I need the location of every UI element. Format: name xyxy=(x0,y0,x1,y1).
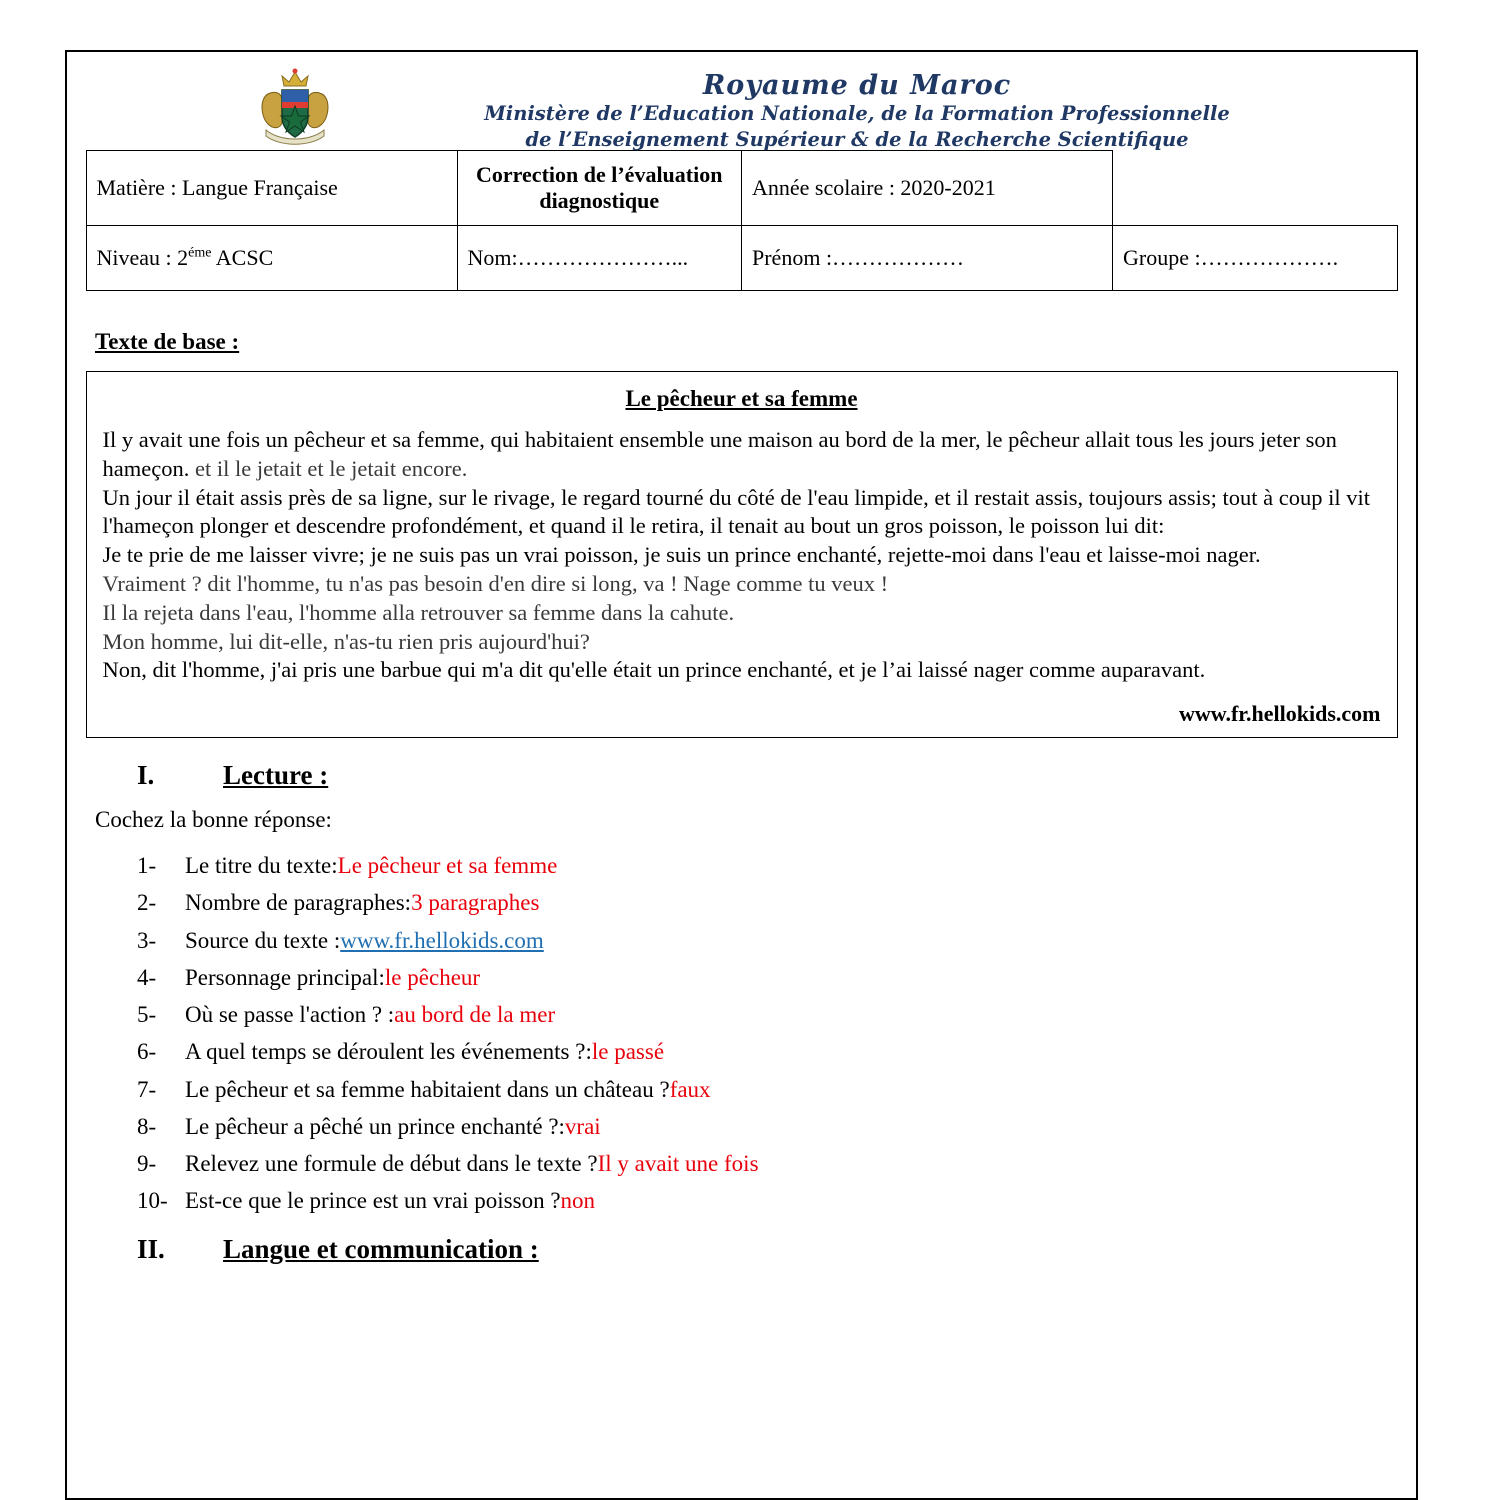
level-prefix: Niveau : 2 xyxy=(96,245,189,270)
question-text: Personnage principal: xyxy=(185,964,385,990)
paragraph-text: Un jour il était assis près de sa ligne, sur le rivage, le regard tourné du côté de l'eau limpide, et il restait assis, toujours assis; tout à coup il vit l'hameçon plonger et descendre profondément, et quand il le retira, il tenait au bout un gros poisson, le poisson lui dit: xyxy=(102,484,1371,539)
story-paragraph xyxy=(103,656,1381,685)
question-text: Le pêcheur a pêché un prince enchanté ?: xyxy=(185,1113,565,1139)
level-suffix: ACSC xyxy=(211,245,274,270)
list-item xyxy=(137,1182,1416,1219)
question-number: 5- xyxy=(137,1002,157,1028)
story-title: Le pêcheur et sa femme xyxy=(625,386,858,411)
list-item xyxy=(137,959,1416,996)
subject-cell: Matière : Langue Française xyxy=(86,151,457,226)
list-item xyxy=(137,884,1416,921)
question-number: 7- xyxy=(137,1076,157,1102)
paragraph-text: Non, dit l'homme, j'ai pris une barbue qui m'a dit qu'elle était un prince enchanté, et je l’ai laissé nager comme auparavant. xyxy=(102,657,1206,683)
answer-text: non xyxy=(560,1188,596,1214)
list-item xyxy=(137,996,1416,1033)
section-number: I. xyxy=(137,760,155,791)
paragraph-text: Je te prie de me laisser vivre; je ne suis pas un vrai poisson, je suis un prince enchanté, rejette-moi dans l'eau et laisse-moi nager. xyxy=(102,542,1261,568)
section-number: II. xyxy=(137,1233,165,1264)
paragraph-text: Il y avait une fois un pêcheur et sa femme, qui habitaient ensemble une maison au bord de la mer, le pêcheur allait tous les jours jeter son hameçon. xyxy=(102,427,1337,481)
list-item xyxy=(137,1108,1416,1145)
question-text: Est-ce que le prince est un vrai poisson ? xyxy=(185,1188,561,1214)
question-number: 1- xyxy=(137,853,157,879)
table-row xyxy=(86,151,1397,226)
answer-text: faux xyxy=(669,1076,711,1102)
section-title: Lecture : xyxy=(223,760,329,791)
section-title: Langue et communication : xyxy=(223,1233,539,1264)
exam-info-table xyxy=(86,150,1398,291)
question-text: A quel temps se déroulent les événements ?: xyxy=(185,1039,592,1065)
list-item xyxy=(137,1145,1416,1182)
school-year-cell: Année scolaire : 2020-2021 xyxy=(742,151,1113,226)
ministry-header-text xyxy=(318,70,1396,154)
answer-text: le passé xyxy=(591,1039,665,1065)
story-paragraph xyxy=(103,541,1381,570)
list-item xyxy=(137,922,1416,959)
ministry-line-2: de l’Enseignement Supérieur & de la Recherche Scientifique xyxy=(525,128,1189,152)
story-paragraph xyxy=(103,628,1381,657)
document-header xyxy=(67,52,1416,150)
student-lastname-field[interactable]: Nom:…………………... xyxy=(457,226,742,291)
student-group-field[interactable]: Groupe :………………. xyxy=(1113,226,1398,291)
answer-text: Il y avait une fois xyxy=(597,1151,759,1177)
story-paragraph xyxy=(103,570,1381,599)
question-text: Relevez une formule de début dans le texte ? xyxy=(185,1151,598,1177)
answer-text: vrai xyxy=(564,1113,601,1139)
level-ordinal: éme xyxy=(188,245,212,261)
paragraph-text-grey: Il la rejeta dans l'eau, l'homme alla retrouver sa femme dans la cahute. xyxy=(102,599,735,625)
question-number: 2- xyxy=(137,890,157,916)
story-paragraph xyxy=(103,484,1381,542)
question-text: Nombre de paragraphes: xyxy=(185,890,412,916)
section-langue-heading xyxy=(67,1234,1416,1265)
question-number: 6- xyxy=(137,1039,157,1065)
paragraph-text-grey: Mon homme, lui dit-elle, n'as-tu rien pris aujourd'hui? xyxy=(102,628,590,654)
story-paragraph xyxy=(103,426,1381,484)
story-paragraph xyxy=(103,599,1381,628)
document-page xyxy=(65,50,1418,1500)
table-row xyxy=(86,226,1397,291)
question-text: Source du texte : xyxy=(185,927,341,953)
paragraph-text-grey: et il le jetait et le jetait encore. xyxy=(194,455,468,481)
exam-title-cell: Correction de l’évaluation diagnostique xyxy=(457,151,742,226)
student-firstname-field[interactable]: Prénom :……………… xyxy=(742,226,1113,291)
question-number: 4- xyxy=(137,964,157,990)
morocco-coat-of-arms-icon xyxy=(252,68,338,148)
answer-text: 3 paragraphes xyxy=(411,890,540,916)
question-text: Où se passe l'action ? : xyxy=(185,1002,395,1028)
story-source: www.fr.hellokids.com xyxy=(1179,701,1381,727)
lecture-question-list xyxy=(67,847,1416,1220)
question-text: Le titre du texte: xyxy=(185,853,338,879)
paragraph-text-grey: Vraiment ? dit l'homme, tu n'as pas besoin d'en dire si long, va ! Nage comme tu veux ! xyxy=(102,570,889,596)
question-number: 9- xyxy=(137,1151,157,1177)
reading-text-box xyxy=(86,371,1398,738)
answer-text: au bord de la mer xyxy=(394,1002,556,1028)
story-body xyxy=(103,426,1381,685)
question-number: 10- xyxy=(137,1188,168,1214)
base-text-label: Texte de base : xyxy=(95,329,240,354)
list-item xyxy=(137,1071,1416,1108)
ministry-line-1: Ministère de l’Education Nationale, de la Formation Professionnelle xyxy=(484,102,1230,126)
list-item xyxy=(137,847,1416,884)
section-lecture-heading xyxy=(67,760,1416,791)
question-number: 8- xyxy=(137,1113,157,1139)
question-text: Le pêcheur et sa femme habitaient dans un château ? xyxy=(185,1076,670,1102)
answer-text: Le pêcheur et sa femme xyxy=(337,853,558,879)
answer-text: le pêcheur xyxy=(384,964,481,990)
question-number: 3- xyxy=(137,927,157,953)
answer-link[interactable]: www.fr.hellokids.com xyxy=(340,927,544,953)
level-cell xyxy=(86,226,457,291)
lecture-instruction: Cochez la bonne réponse: xyxy=(95,807,332,833)
list-item xyxy=(137,1033,1416,1070)
kingdom-line: Royaume du Maroc xyxy=(702,70,1012,101)
